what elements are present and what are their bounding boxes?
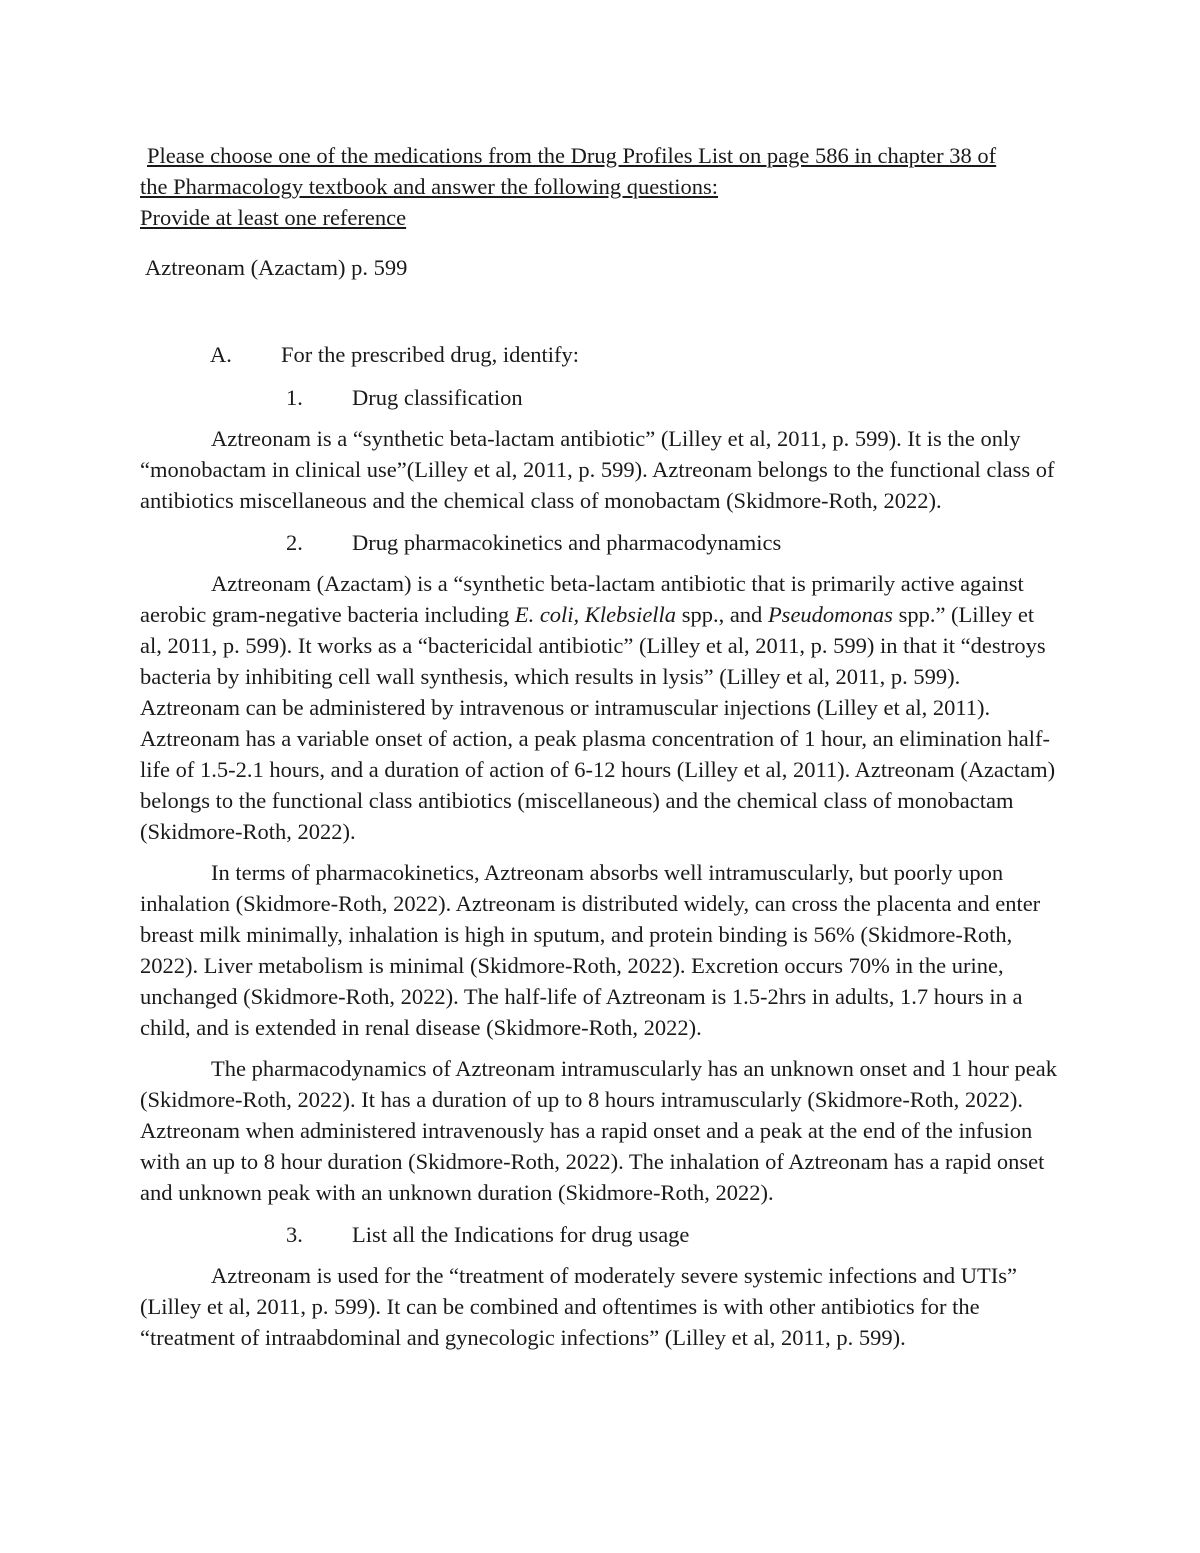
document-page xyxy=(140,140,1060,1353)
item-3-heading xyxy=(140,1219,1060,1250)
section-a-heading xyxy=(140,339,1060,370)
item-2-p1-italic-2: Pseudomonas xyxy=(767,602,893,627)
item-2-p1-text-b: spp., and xyxy=(676,602,768,627)
item-2-heading xyxy=(140,527,1060,558)
drug-title: Aztreonam (Azactam) p. 599 xyxy=(145,255,408,280)
item-2-paragraph-1 xyxy=(140,568,1060,847)
assignment-prompt xyxy=(140,140,1060,233)
item-2-p1-text-a: Aztreonam (Azactam) is a “synthetic beta-lactam antibiotic that is primarily active against aerobic gram-negative bacteria including xyxy=(140,571,1024,627)
item-2-p1-italic-1: E. coli, Klebsiella xyxy=(514,602,677,627)
item-3-number: 3. xyxy=(286,1222,303,1247)
prompt-line-1: Please choose one of the medications from the Drug Profiles List on page 586 in chapter 38 of xyxy=(147,143,997,168)
item-2-title: Drug pharmacokinetics and pharmacodynamics xyxy=(352,530,782,555)
item-3-title: List all the Indications for drug usage xyxy=(352,1222,690,1247)
item-2-paragraph-3: The pharmacodynamics of Aztreonam intramuscularly has an unknown onset and 1 hour peak (Skidmore-Roth, 2022). It has a duration of up to 8 hours intramuscularly (Skidmore-Roth, 2022). Aztreonam when administered intravenously has a rapid onset and a peak at the end of the infusion with an up to 8 hour duration (Skidmore-Roth, 2022). The inhalation of Aztreonam has a rapid onset and unknown peak with an unknown duration (Skidmore-Roth, 2022). xyxy=(140,1056,1058,1205)
section-a-letter: A. xyxy=(210,342,232,367)
prompt-line-3: Provide at least one reference xyxy=(140,205,407,230)
item-3-paragraph: Aztreonam is used for the “treatment of moderately severe systemic infections and UTIs” (Lilley et al, 2011, p. 599). It can be combined and oftentimes is with other antibiotics for the “treatment of intraabdominal and gynecologic infections” (Lilley et al, 2011, p. 599). xyxy=(140,1263,1017,1350)
item-1-number: 1. xyxy=(286,385,303,410)
item-1-heading xyxy=(140,382,1060,413)
item-2-paragraph-2: In terms of pharmacokinetics, Aztreonam absorbs well intramuscularly, but poorly upon inhalation (Skidmore-Roth, 2022). Aztreonam is distributed widely, can cross the placenta and enter breast milk minimally, inhalation is high in sputum, and protein binding is 56% (Skidmore-Roth, 2022). Liver metabolism is minimal (Skidmore-Roth, 2022). Excretion occurs 70% in the urine, unchanged (Skidmore-Roth, 2022). The half-life of Aztreonam is 1.5-2hrs in adults, 1.7 hours in a child, and is extended in renal disease (Skidmore-Roth, 2022). xyxy=(140,860,1041,1040)
section-a-text: For the prescribed drug, identify: xyxy=(281,342,580,367)
item-2-p1-text-c: spp.” (Lilley et al, 2011, p. 599). It works as a “bactericidal antibiotic” (Lilley et al, 2011, p. 599) in that it “destroys bacteria by inhibiting cell wall synthesis, which results in lysis” (Lilley et al, 2011, p. 599). Aztreonam can be administered by intravenous or intramuscular injections (Lilley et al, 2011). Aztreonam has a variable onset of action, a peak plasma concentration of 1 hour, an elimination half-life of 1.5-2.1 hours, and a duration of action of 6-12 hours (Lilley et al, 2011). Aztreonam (Azactam) belongs to the functional class antibiotics (miscellaneous) and the chemical class of monobactam (Skidmore-Roth, 2022). xyxy=(140,602,1056,844)
item-1-paragraph: Aztreonam is a “synthetic beta-lactam antibiotic” (Lilley et al, 2011, p. 599). It is the only “monobactam in clinical use”(Lilley et al, 2011, p. 599). Aztreonam belongs to the functional class of antibiotics miscellaneous and the chemical class of monobactam (Skidmore-Roth, 2022). xyxy=(140,426,1055,513)
prompt-line-2: the Pharmacology textbook and answer the following questions: xyxy=(140,174,719,199)
item-2-number: 2. xyxy=(286,530,303,555)
item-1-title: Drug classification xyxy=(352,385,523,410)
